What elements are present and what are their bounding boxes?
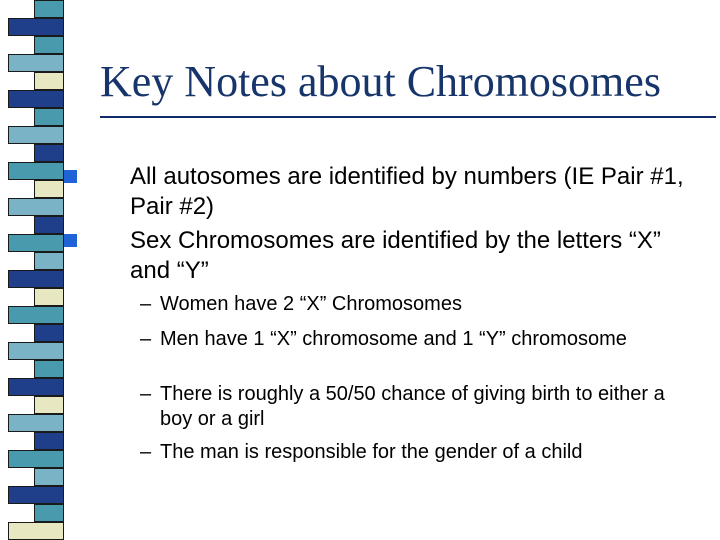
decorative-stripe: [34, 396, 64, 414]
decorative-stripe: [34, 504, 64, 522]
decorative-stripe: [34, 216, 64, 234]
decorative-stripe: [34, 72, 64, 90]
decorative-stripe: [8, 342, 64, 360]
bullet-item: [104, 226, 684, 286]
decorative-stripe: [8, 162, 64, 180]
sub-bullet-text: Women have 2 “X” Chromosomes: [160, 293, 462, 315]
decorative-stripe: [34, 0, 64, 18]
bullet-item: [104, 162, 684, 222]
sub-bullet-item: [140, 327, 700, 352]
decorative-stripe: [8, 378, 64, 396]
decorative-stripe: [8, 234, 64, 252]
sub-bullet-text: There is roughly a 50/50 chance of giving birth to either a boy or a girl: [160, 383, 665, 430]
decorative-stripe: [8, 126, 64, 144]
dash-marker: –: [140, 383, 152, 405]
bullet-text: Sex Chromosomes are identified by the letters “X” and “Y”: [130, 227, 661, 284]
decorative-stripe: [34, 180, 64, 198]
sub-bullet-item: [140, 292, 700, 317]
decorative-stripe: [34, 144, 64, 162]
decorative-stripe: [34, 432, 64, 450]
decorative-stripe: [8, 306, 64, 324]
sub-bullet-item: [140, 382, 700, 432]
decorative-stripe: [8, 198, 64, 216]
slide-title: Key Notes about Chromosomes: [100, 57, 661, 106]
square-bullet-icon: [64, 234, 77, 247]
sub-bullet-text: Men have 1 “X” chromosome and 1 “Y” chromosome: [160, 328, 627, 350]
decorative-stripe: [8, 486, 64, 504]
square-bullet-icon: [64, 170, 77, 183]
decorative-stripe: [34, 468, 64, 486]
decorative-stripe: [34, 360, 64, 378]
dash-marker: –: [140, 293, 152, 315]
decorative-stripe: [8, 270, 64, 288]
sub-bullet-item: [140, 440, 700, 465]
decorative-stripe: [34, 108, 64, 126]
title-divider: [100, 116, 716, 118]
decorative-stripe: [34, 252, 64, 270]
decorative-stripe: [34, 288, 64, 306]
dash-marker: –: [140, 328, 152, 350]
decorative-stripe: [8, 450, 64, 468]
decorative-stripe: [8, 90, 64, 108]
decorative-stripe: [34, 36, 64, 54]
decorative-stripe: [8, 54, 64, 72]
decorative-stripe: [8, 414, 64, 432]
dash-marker: –: [140, 441, 152, 463]
decorative-stripe: [8, 522, 64, 540]
sub-bullet-text: The man is responsible for the gender of a child: [160, 441, 583, 463]
decorative-stripe-bar: [0, 0, 66, 540]
decorative-stripe: [8, 18, 64, 36]
bullet-text: All autosomes are identified by numbers (IE Pair #1, Pair #2): [130, 163, 684, 220]
decorative-stripe: [34, 324, 64, 342]
